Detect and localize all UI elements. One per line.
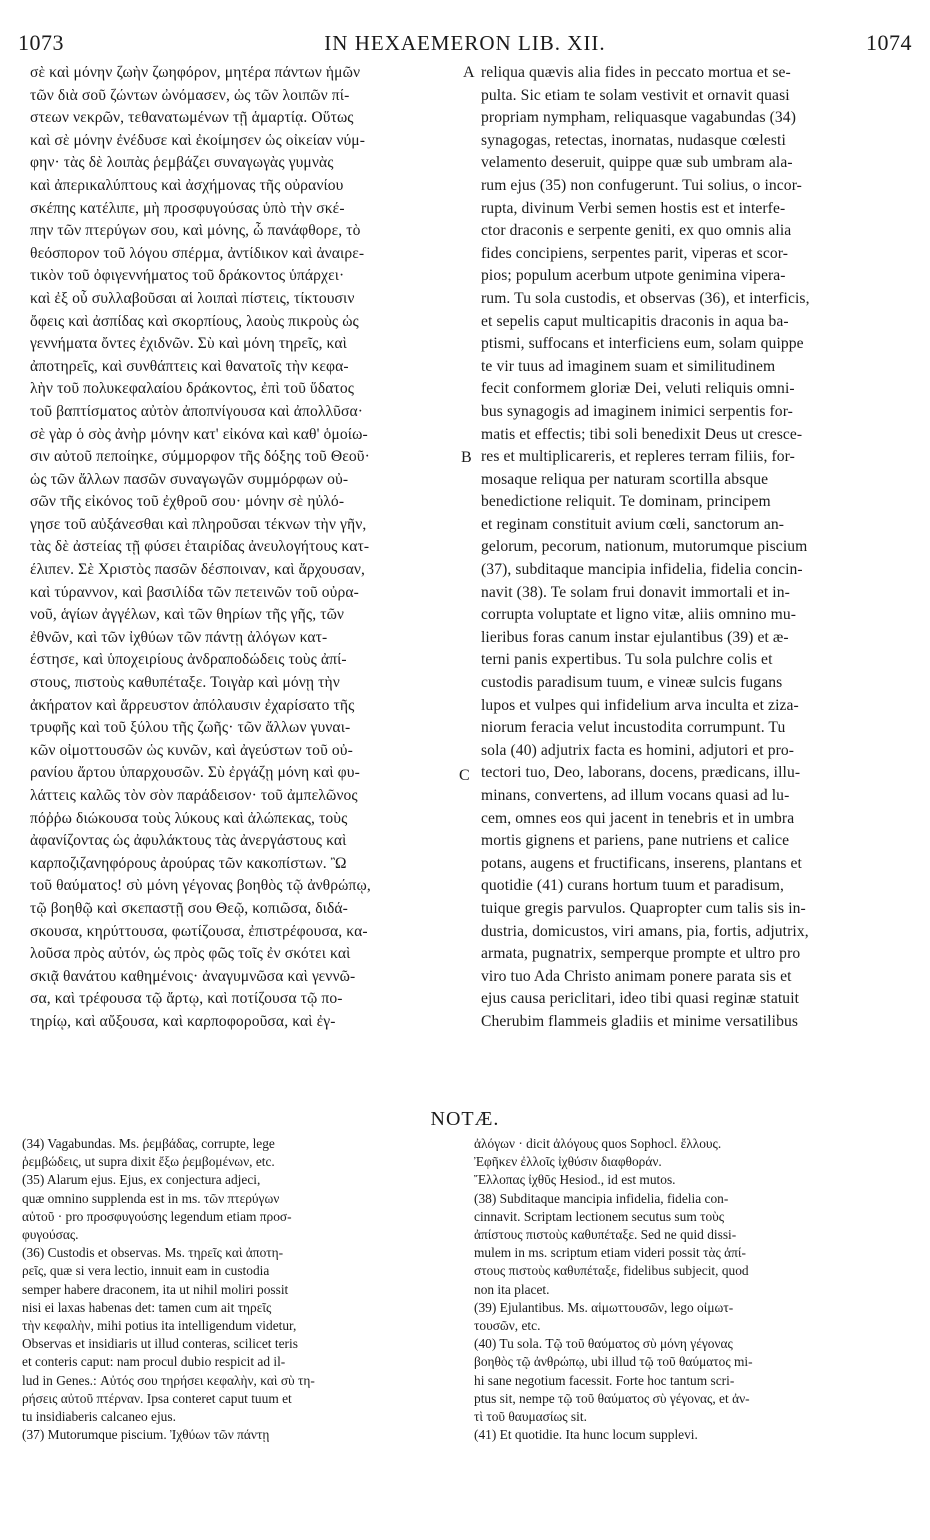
greek-text-line: νοῦ, ἁγίων ἀγγέλων, καὶ τῶν θηρίων τῆς γῆς, τῶν [30, 606, 345, 624]
greek-text-line: κῶν οἰμοττουσῶν ὡς κυνῶν, καὶ ἀγεύστων τοῦ οὐ- [30, 741, 353, 759]
page-number-left: 1073 [18, 30, 64, 55]
latin-text-line: fecit conformem gloriæ Dei, veluti reliquis omni- [481, 380, 795, 398]
latin-text-line: tectori tuo, Deo, laborans, docens, prædicans, illu- [481, 764, 801, 782]
latin-text-line: synagogas, retectas, inornatas, nudasque cœlesti [481, 131, 786, 149]
running-header [18, 30, 912, 60]
latin-text-line: viro tuo Ada Christo animam ponere parata sis et [481, 967, 792, 985]
note-line: cinnavit. Scriptam lectionem secutus sum τοὺς [474, 1208, 725, 1224]
latin-text-line: custodis paradisum tuum, e vineæ sulcis fugans [481, 674, 783, 692]
note-line: nisi ei laxas habenas det: tamen cum ait τηρεῖς [22, 1299, 272, 1315]
note-line: mulem in ms. scriptum etiam videri possit τὰς ἀπί- [474, 1245, 746, 1261]
note-line: στους πιστοὺς καθυπέταξε, fidelibus subjecit, quod [474, 1263, 749, 1279]
greek-text-line: έλιπεν. Σὲ Χριστὸς πασῶν δέσποιναν, καὶ ἄρχουσαν, [30, 561, 366, 579]
latin-text-line: lieribus foras canum instar ejulantibus (39) et æ- [481, 628, 789, 646]
latin-text-line: lupos et vulpes qui infidelium arva inculta et ziza- [481, 696, 799, 714]
note-line: ἀπίστους πιστοὺς καθυπέταξε. Sed ne quid dissi- [474, 1227, 737, 1243]
latin-text-line: terni panis expertibus. Tu sola pulchre colis et [481, 651, 773, 669]
greek-text-line: τρυφῆς καὶ τοῦ ξύλου τῆς ζωῆς· τῶν ἄλλων γυναι- [30, 719, 351, 737]
latin-text-column [481, 62, 911, 1092]
note-line: lud in Genes.: Αὐτός σου τηρήσει κεφαλὴν, καὶ σὺ τη- [22, 1372, 315, 1388]
greek-text-line: σκιᾷ θανάτου καθημένοις· ἀναγυμνῶσα καὶ γεννῶ- [30, 967, 356, 985]
greek-text-line: λοῦσα πρὸς αὐτόν, ὡς πρὸς φῶς τοῖς ἐν σκότει καὶ [30, 945, 351, 963]
greek-text-line: σα, καὶ τρέφουσα τῷ ἄρτῳ, καὶ ποτίζουσα τῷ πο- [30, 990, 343, 1008]
greek-text-line: σὲ γὰρ ὁ σὸς ἀνὴρ μόνην κατ' εἰκόνα καὶ καθ' ὁμοίω- [30, 425, 368, 443]
latin-text-line: et sepelis caput multicapitis draconis in aqua ba- [481, 312, 789, 330]
latin-text-line: reliqua quævis alia fides in peccato mortua et se- [481, 64, 791, 81]
latin-text-line: tuique gregis parvulos. Quapropter cum talis sis in- [481, 899, 806, 917]
latin-text-line: pios; populum acerbum utpote genimina vipera- [481, 267, 786, 285]
note-line: (40) Tu sola. Τῷ τοῦ θαύματος σὺ μόνη γέγονας [474, 1336, 733, 1352]
greek-text-line: θεόσπορον τοῦ λόγου σπέρμα, ἀντίδικον καὶ ἀναιρε- [30, 244, 365, 262]
note-line: (37) Mutorumque piscium. Ἰχθύων τῶν πάντῃ [22, 1427, 270, 1443]
greek-text-line: γησε τοῦ αὐξάνεσθαι καὶ πληροῦσαι τέκνων τὴν γῆν, [30, 515, 367, 533]
section-marker-a: A [463, 64, 475, 81]
note-line: (41) Et quotidie. Ita hunc locum supplevi. [474, 1427, 698, 1443]
greek-text-line: ἐθνῶν, καὶ τῶν ἰχθύων τῶν πάντῃ ἀλόγων κατ- [30, 628, 328, 646]
greek-text-line: γεννήματα ὄντες ἐχιδνῶν. Σὺ καὶ μόνη τηρεῖς, καὶ [30, 335, 347, 353]
latin-text-line: ctor draconis e serpente geniti, ex quo omnis alia [481, 222, 792, 240]
note-line: τουσῶν, etc. [474, 1318, 541, 1334]
greek-text-line: φην· τὰς δὲ λοιπὰς ῥεμβάζει συναγωγὰς γυμνὰς [30, 154, 334, 172]
latin-text-line: ejus causa periclitari, ideo tibi quasi reginæ statuit [481, 990, 800, 1008]
greek-text-line: πην τῶν πτερύγων σου, καὶ μόνης, ὦ πανάφθορε, τὸ [30, 222, 361, 240]
latin-text-line: propriam nympham, reliquasque vagabundas (34) [481, 109, 796, 127]
note-line: ῥεμβώδεις, ut supra dixit ἔξω ῥεμβομένων, etc. [22, 1154, 275, 1170]
note-line: non ita placet. [474, 1281, 550, 1297]
latin-text-line: cem, omnes eos qui jacent in tenebris et in umbra [481, 809, 795, 827]
greek-text-line: έστησε, καὶ ὑποχειρίους ἀνδραποδώδεις τοὺς ἀπί- [30, 651, 347, 669]
latin-text-line: et reginam constituit avium cœli, sanctorum an- [481, 515, 785, 533]
note-line: φυγούσας. [22, 1227, 79, 1243]
greek-text-line: λάττεις καλῶς τὸν σὸν παράδεισον· τοῦ ἀμπελῶνος [30, 787, 358, 804]
note-line: ρήσεις αὐτοῦ πτέρναν. Ipsa conteret caput tuum et [22, 1390, 292, 1406]
note-line: ἀλόγων · dicit ἀλόγους quos Sophocl. ἔλλους. [474, 1136, 722, 1151]
note-line: hi sane negotium facessit. Forte hoc tantum scri- [474, 1372, 735, 1388]
latin-text-line: ptismi, suffocans et interficiens eum, solam quippe [481, 335, 804, 353]
latin-text-line: rum. Tu sola custodis, et observas (36), et interficis, [481, 289, 810, 307]
note-line: Ἔλλοπας ἰχθῦς Hesiod., id est mutos. [474, 1172, 676, 1188]
greek-text-line: στους, πιστοὺς καθυπέταξε. Τοιγὰρ καὶ μόνῃ τὴν [30, 674, 340, 692]
page-title: IN HEXAEMERON LIB. XII. [324, 31, 606, 55]
latin-text-line: niorum feracia velut incustodita corrumpunt. Tu [481, 719, 786, 737]
greek-text-line: πόῤῥω διώκουσα τοὺς λύκους καὶ ἀλώπεκας, τοὺς [30, 809, 348, 827]
latin-text-line: corrupta voluptate et ligno vitæ, aliis omnino mu- [481, 606, 797, 624]
latin-text-line: fides concipiens, serpentes parit, viperas et scor- [481, 244, 789, 262]
greek-text-line: καὶ ἐξ οὗ συλλαβοῦσαι αἱ λοιπαὶ πίστεις, τίκτουσιν [30, 289, 355, 307]
notes-column-right [474, 1135, 906, 1530]
greek-text-line: τῷ βοηθῷ καὶ σκεπαστῇ σου Θεῷ, κοπιῶσα, διδά- [30, 899, 348, 917]
latin-text-line: potans, augens et fructificans, inserens, plantans et [481, 854, 802, 872]
greek-text-line: ὄφεις καὶ ἀσπίδας καὶ σκορπίους, λαοὺς πικροὺς ὡς [30, 312, 359, 330]
note-line: τὴν κεφαλὴν, mihi potius ita intelligendum videtur, [22, 1318, 297, 1334]
latin-text-line: mortis gignens et pariens, pane nutriens et calice [481, 832, 790, 850]
greek-text-line: σκέπης κατέλιπε, μὴ προσφυγούσας ὑπὸ τὴν σκέ- [30, 199, 345, 217]
latin-text-line: dustria, domicustos, viri amans, pia, fortis, adjutrix, [481, 922, 809, 940]
notes-heading: NOTÆ. [430, 1108, 500, 1130]
note-line: quæ omnino supplenda est in ms. τῶν πτερύγων [22, 1190, 280, 1206]
greek-text-line: τὰς δὲ ἀστείας τῇ φύσει ἑταιρίδας ἀνευλογήτους κατ- [30, 538, 370, 556]
note-line: et conteris caput: nam procul dubio respicit ad il- [22, 1354, 286, 1370]
latin-text-line: armata, pugnatrix, semperque prompte et ultro pro [481, 945, 801, 963]
note-line: (38) Subditaque mancipia infidelia, fidelia con- [474, 1190, 729, 1206]
notes-column-left [22, 1135, 452, 1530]
latin-text-line: te vir tuus ad imaginem suam et similitudinem [481, 357, 776, 375]
latin-text-line: navit (38). Te solam frui donavit immortali et in- [481, 583, 790, 601]
greek-text-line: καὶ ἀπερικαλύπτους καὶ ἀσχήμονας τῆς οὐρανίου [30, 176, 344, 194]
note-line: (39) Ejulantibus. Ms. αἱμωττουσῶν, lego οἰμωτ- [474, 1299, 734, 1315]
greek-text-line: σῶν τῆς εἰκόνος τοῦ ἐχθροῦ σου· μόνην σὲ ηὐλό- [30, 493, 345, 511]
greek-text-line: τοῦ θαύματος! σὺ μόνη γέγονας βοηθὸς τῷ ἀνθρώπῳ, [30, 877, 371, 895]
section-marker-b: B [461, 449, 472, 466]
greek-text-line: ὡς τῶν ἄλλων πασῶν συναγωγῶν συμμόρφων οὐ- [30, 470, 349, 488]
note-line: ρεῖς, quæ si vera lectio, innuit eam in custodia [22, 1263, 270, 1279]
latin-text-line: rum ejus (35) non confugerunt. Tui solius, o incor- [481, 176, 802, 194]
note-line: Ἐφῆκεν ἐλλοῖς ἰχθύσιν διαφθοράν. [474, 1154, 662, 1170]
latin-text-line: res et multiplicareris, et repleres terram filiis, for- [481, 448, 795, 466]
page-number-right: 1074 [865, 30, 912, 55]
greek-text-line: καὶ τύραννον, καὶ βασιλίδα τῶν πετεινῶν τοῦ οὐρα- [30, 583, 359, 601]
latin-text-line: benedictione reliquit. Te dominam, principem [481, 493, 771, 511]
greek-text-line: στεων νεκρῶν, τεθανατωμένων τῇ ἁμαρτίᾳ. Οὕτως [30, 109, 354, 127]
latin-text-line: matis et effectis; tibi soli benedixit Deus ut cresce- [481, 425, 803, 443]
latin-text-line: mosaque reliqua per naturam scortilla absque [481, 470, 769, 488]
greek-text-column [30, 62, 460, 1092]
greek-text-line: ἀφανίζοντας ὡς ἀφυλάκτους τὰς ἀνεργάστους καὶ [30, 832, 347, 850]
note-line: αὐτοῦ · pro προσφυγούσης legendum etiam προσ- [22, 1208, 292, 1224]
greek-text-line: ἀκήρατον καὶ ἄρρευστον ἀπόλαυσιν ἐχαρίσατο τῆς [30, 696, 355, 714]
note-line: (36) Custodis et observas. Ms. τηρεῖς καὶ ἀποτη- [22, 1245, 284, 1261]
greek-text-line: καρποζιζανηφόρους ἀρούρας τῶν κακοπίστων. Ὢ [30, 854, 347, 872]
greek-text-line: σκουσα, κηρύττουσα, φωτίζουσα, ἐπιστρέφουσα, κα- [30, 922, 368, 940]
latin-text-line: velamento deseruit, quippe quæ sub umbram ala- [481, 154, 793, 172]
latin-text-line: gelorum, pecorum, nationum, mutorumque piscium [481, 538, 808, 556]
greek-text-line: τῶν διὰ σοῦ ζώντων ὠνόμασεν, ὡς τῶν λοιπῶν πί- [30, 86, 350, 104]
greek-text-line: ἀποτηρεῖς, καὶ συνθάπτεις καὶ θανατοῖς τὴν κεφα- [30, 357, 349, 375]
latin-text-line: (37), subditaque mancipia infidelia, fidelia concin- [481, 561, 803, 579]
note-line: Observas et insidiaris ut illud conteras, scilicet teris [22, 1336, 298, 1352]
note-line: (34) Vagabundas. Ms. ῥεμβάδας, corrupte, lege [22, 1136, 275, 1151]
greek-text-line: ρανίου ἄρτου ὑπαρχουσῶν. Σὺ ἐργάζῃ μόνη καὶ φυ- [30, 764, 360, 782]
greek-text-line: σιν αὐτοῦ πεποίηκε, σύμμορφον τῆς δόξης τοῦ Θεοῦ· [30, 448, 370, 466]
latin-text-line: sola (40) adjutrix facta es homini, adjutori et pro- [481, 741, 795, 759]
latin-text-line: rupta, divinum Verbi semen hostis est et interfe- [481, 199, 786, 217]
latin-text-line: bus synagogis ad imaginem inimici serpentis for- [481, 402, 793, 420]
greek-text-line: τοῦ βαπτίσματος αὐτὸν ἀποπνίγουσα καὶ ἀπολλῦσα· [30, 402, 364, 420]
note-line: tu insidiaberis calcaneo ejus. [22, 1409, 176, 1425]
greek-text-line: σὲ καὶ μόνην ζωὴν ζωηφόρον, μητέρα πάντων ἡμῶν [30, 64, 361, 81]
latin-text-line: quotidie (41) curans hortum tuum et paradisum, [481, 877, 784, 895]
greek-text-line: καὶ σὲ μόνην ἐνέδυσε καὶ ἐκοίμησεν ὡς οἰκείαν νύμ- [30, 131, 366, 149]
section-marker-c: C [459, 767, 470, 784]
greek-text-line: τηρίῳ, καὶ αὔξουσα, καὶ καρποφοροῦσα, καὶ ἐγ- [30, 1012, 336, 1030]
note-line: ptus sit, nempe τῷ τοῦ θαύματος σὺ γέγονας, et ἀν- [474, 1390, 750, 1406]
latin-text-line: Cherubim flammeis gladiis et minime versatilibus [481, 1012, 799, 1030]
latin-text-line: minans, convertens, ad illum vocans quasi ad lu- [481, 787, 790, 804]
greek-text-line: λὴν τοῦ πολυκεφαλαίου δράκοντος, ἐπὶ τοῦ ὕδατος [30, 380, 355, 398]
latin-text-line: pulta. Sic etiam te solam vestivit et ornavit quasi [481, 86, 790, 104]
note-line: semper habere draconem, ita ut nihil moliri possit [22, 1281, 289, 1297]
note-line: (35) Alarum ejus. Ejus, ex conjectura adjeci, [22, 1172, 261, 1188]
greek-text-line: τικὸν τοῦ ὀφιγεννήματος τοῦ δράκοντος ὑπάρχει· [30, 267, 345, 285]
note-line: τὶ τοῦ θαυμασίως sit. [474, 1409, 587, 1425]
note-line: βοηθὸς τῷ ἀνθρώπῳ, ubi illud τῷ τοῦ θαύματος mi- [474, 1354, 753, 1370]
